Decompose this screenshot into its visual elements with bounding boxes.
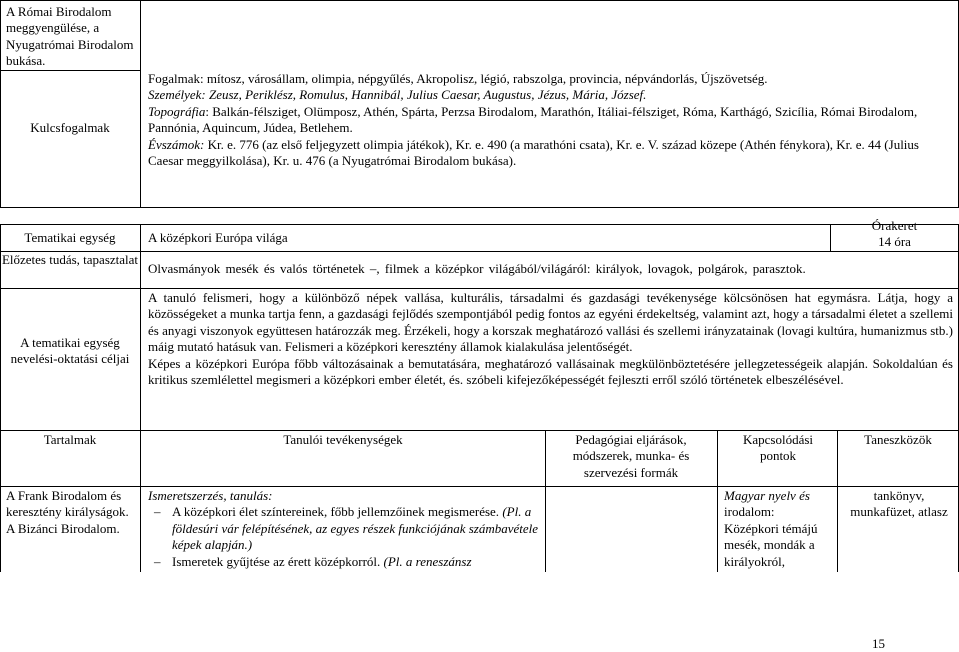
previous-topic-fragment: A Római Birodalom meggyengülése, a Nyugatrómai Birodalom bukása. bbox=[6, 4, 134, 69]
links-cell bbox=[724, 488, 832, 570]
prior-knowledge-text: Olvasmányok mesék és valós történetek –, filmek a középkor világából/világáról: királyok, lovagok, polgárok, parasztok. bbox=[148, 261, 806, 276]
activities-heading: Ismeretszerzés, tanulás: bbox=[148, 488, 273, 503]
unit-title: A középkori Európa világa bbox=[148, 230, 288, 245]
goals-paragraph-2: Képes a középkori Európa főbb változásainak a bemutatására, meghatározó vallásainak megkülönböztetésére jellegzetességeik alapján. Sokoldalúan és kritikus szemlélettel megismeri a középkori ember életét, és. szóbeli kifejezőképességét fejleszti erről szóló történetek elbeszélésével. bbox=[148, 355, 953, 388]
goals-label: A tematikai egység nevelési-oktatási céljai bbox=[10, 335, 130, 367]
content-cell: A Frank Birodalom és keresztény királyságok. A Bizánci Birodalom. bbox=[6, 488, 129, 536]
topography-paragraph bbox=[148, 104, 956, 137]
links-text: irodalom: Középkori témájú mesék, mondák a királyokról, bbox=[724, 504, 818, 569]
links-subject: Magyar nyelv és bbox=[724, 488, 810, 503]
dates-paragraph bbox=[148, 137, 956, 170]
persons-line: Személyek: Zeusz, Periklész, Romulus, Hannibál, Julius Caesar, Augustus, Jézus, Mária, József. bbox=[148, 87, 647, 103]
dates-label: Évszámok: bbox=[148, 136, 205, 152]
page-number: 15 bbox=[872, 636, 885, 651]
unit-label: Tematikai egység bbox=[24, 230, 116, 245]
activities-cell bbox=[148, 488, 543, 570]
concepts-line: Fogalmak: mítosz, városállam, olimpia, népgyűlés, Akropolisz, légió, rabszolga, provincia, népvándorlás, Újszövetség. bbox=[148, 71, 768, 86]
column-header-activities: Tanulói tevékenységek bbox=[283, 432, 403, 447]
topography-label: Topográfia bbox=[148, 103, 206, 119]
key-concepts-content bbox=[148, 71, 956, 169]
hours-value: 14 óra bbox=[878, 234, 911, 250]
column-header-methods: Pedagógiai eljárások, módszerek, munka- és szervezési formák bbox=[572, 432, 690, 480]
prior-knowledge-label: Előzetes tudás, tapasztalat bbox=[1, 252, 139, 267]
activities-list bbox=[148, 504, 543, 570]
column-header-tools: Taneszközök bbox=[864, 432, 932, 447]
goals-text bbox=[148, 290, 953, 388]
hours-box bbox=[831, 218, 958, 251]
goals-paragraph-1: A tanuló felismeri, hogy a különböző népek vallása, kulturális, társadalmi és gazdasági tevékenysége kölcsönösen hat egymásra. Látja, hogy a közösségeket a munka tartja fenn, a gazdasági fejlődés szempontjából pedig fontos az egyéni érdekeltség, valamint azt, hogy a társadalmi életet a szellemi és anyagi viszonyok együttesen határozzák meg. Érzékeli, hogy a korszak meghatározó vallási és szellemi irányzatainak (lovagi kultúra, humanizmus stb.) máig mutató hatásuk van. Felismeri a középkori keresztény államok kialakulása jelentőségét. bbox=[148, 290, 953, 355]
key-concepts-label: Kulcsfogalmak bbox=[30, 120, 110, 135]
dates-text: Kr. e. 776 (az első feljegyzett olimpia játékok), Kr. e. 490 (a marathóni csata), Kr. e. V. század közepe (Athén fénykora), Kr. e. 44 (Julius Caesar meggyilkolása), Kr. u. 476 (a Nyugatrómai Birodalom bukása). bbox=[148, 136, 919, 169]
list-item: – A középkori élet színtereinek, főbb jellemzőinek megismerése. (Pl. a földesúri vár felépítésének, az egyes részek funkciójának számbavétele képek alapján.) bbox=[148, 504, 543, 553]
column-header-links: Kapcsolódási pontok bbox=[742, 432, 814, 464]
column-header-content: Tartalmak bbox=[43, 432, 97, 447]
topography-text: : Balkán-félsziget, Olümposz, Athén, Spárta, Perzsa Birodalom, Marathón, Itáliai-félsziget, Róma, Karthágó, Szicília, Római Birodalom, Pannónia, Aquincum, Júdea, Betlehem. bbox=[148, 103, 918, 136]
list-item: – Ismeretek gyűjtése az érett középkorról. (Pl. a reneszánsz bbox=[148, 554, 543, 570]
hours-label: Órakeret bbox=[871, 218, 918, 233]
tools-cell: tankönyv, munkafüzet, atlasz bbox=[850, 488, 948, 520]
